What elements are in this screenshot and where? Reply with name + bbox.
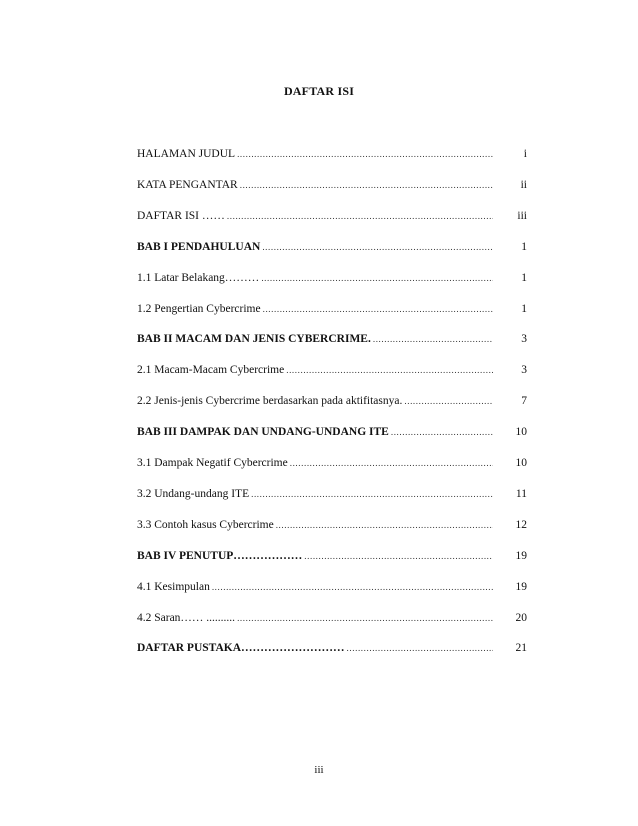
toc-entry-page-number: ii — [520, 178, 527, 191]
toc-entry-page-number: 3 — [521, 333, 527, 346]
dot-leader — [347, 640, 493, 656]
toc-entry-label: HALAMAN JUDUL — [137, 148, 236, 160]
toc-entry — [137, 146, 527, 162]
toc-entry-page-number: 19 — [515, 580, 527, 593]
toc-entry-page-number: i — [523, 148, 527, 160]
toc-entry — [137, 270, 527, 286]
toc-entry-label: BAB II MACAM DAN JENIS CYBERCRIME. — [137, 333, 371, 346]
toc-entry-page-number: 10 — [515, 457, 527, 469]
toc-entry — [137, 548, 527, 564]
toc-entry — [137, 301, 527, 317]
toc-entry-label: BAB IV PENUTUP……………… — [137, 549, 303, 562]
toc-entry — [137, 239, 527, 255]
dot-leader — [237, 146, 493, 162]
toc-entry — [137, 424, 527, 440]
toc-entry-page-number: 19 — [515, 549, 527, 562]
toc-entry — [137, 455, 527, 471]
dot-leader — [240, 177, 493, 193]
toc-entry — [137, 208, 527, 224]
page-title: DAFTAR ISI — [283, 84, 355, 98]
dot-leader — [304, 548, 493, 564]
toc-entry — [137, 579, 527, 595]
toc-entry — [137, 517, 527, 533]
toc-entry — [137, 610, 527, 626]
toc-entry — [137, 393, 527, 409]
toc-entry-page-number: 7 — [521, 395, 527, 408]
dot-leader — [290, 455, 493, 471]
toc-entry-page-number: 3 — [521, 364, 527, 377]
dot-leader — [276, 517, 493, 533]
toc-entry-label: BAB III DAMPAK DAN UNDANG-UNDANG ITE — [137, 426, 389, 439]
dot-leader — [262, 239, 493, 255]
toc-entry — [137, 640, 527, 656]
toc-entry-label: KATA PENGANTAR — [137, 178, 238, 191]
toc-entry — [137, 331, 527, 347]
toc-entry-page-number: iii — [517, 209, 527, 222]
toc-entry-page-number: 20 — [515, 611, 527, 624]
dot-leader — [404, 393, 493, 409]
toc-entry — [137, 486, 527, 502]
toc-entry-label: 3.2 Undang-undang ITE — [137, 487, 250, 500]
footer-page-number: iii — [314, 764, 324, 776]
dot-leader — [261, 270, 493, 286]
toc-entry-label: DAFTAR ISI …… — [137, 209, 225, 222]
toc-entry-page-number: 12 — [515, 518, 527, 531]
dot-leader — [373, 331, 493, 347]
toc-entry — [137, 362, 527, 378]
toc-entry-label: 3.3 Contoh kasus Cybercrime — [137, 518, 274, 531]
dot-leader — [212, 579, 493, 595]
toc-entry-page-number: 1 — [521, 271, 527, 284]
toc-entry-label: BAB I PENDAHULUAN — [137, 240, 261, 253]
toc-entry-label: 3.1 Dampak Negatif Cybercrime — [137, 457, 288, 469]
toc-entry-label: 2.2 Jenis-jenis Cybercrime berdasarkan pada aktifitasnya. — [137, 395, 403, 408]
toc-entry-page-number: 1 — [521, 240, 527, 253]
toc-entry-page-number: 1 — [521, 302, 527, 315]
dot-leader — [391, 424, 493, 440]
toc-entry-page-number: 11 — [515, 487, 527, 500]
dot-leader — [286, 362, 493, 378]
toc-entry-page-number: 21 — [515, 642, 527, 655]
dot-leader — [237, 610, 493, 626]
toc-entry — [137, 177, 527, 193]
toc-entry-label: 4.1 Kesimpulan — [137, 580, 210, 593]
toc-entry-label: 4.2 Saran…… .......... — [137, 611, 236, 624]
dot-leader — [263, 301, 493, 317]
toc-entry-label: 1.1 Latar Belakang……… — [137, 271, 260, 284]
toc-entry-page-number: 10 — [515, 426, 527, 439]
dot-leader — [227, 208, 493, 224]
toc-entry-label: DAFTAR PUSTAKA……………………… — [137, 642, 345, 655]
toc-entry-label: 2.1 Macam-Macam Cybercrime — [137, 364, 285, 377]
dot-leader — [251, 486, 493, 502]
toc-entry-label: 1.2 Pengertian Cybercrime — [137, 302, 261, 315]
